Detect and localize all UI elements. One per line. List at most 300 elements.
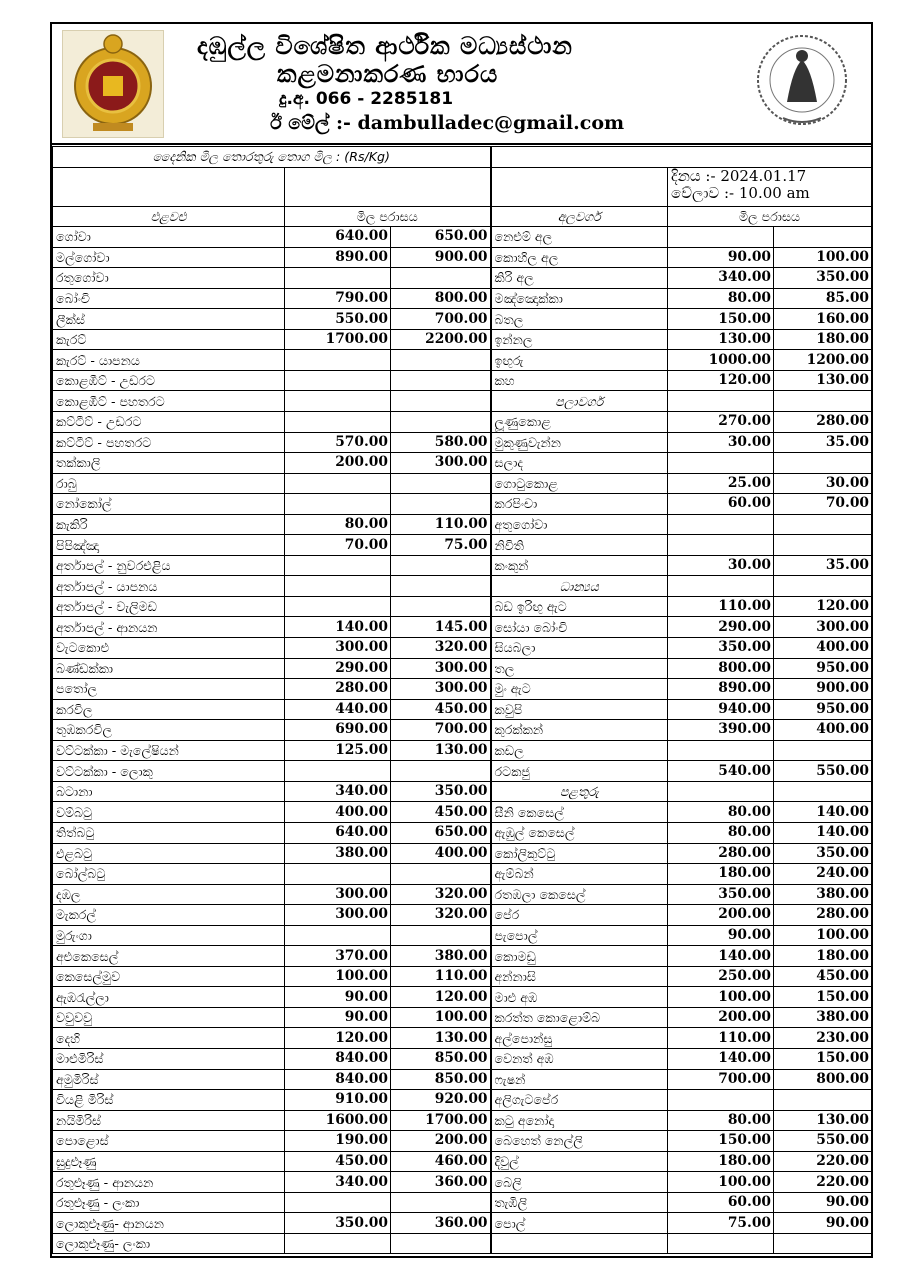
table-row (53, 370, 872, 391)
right-item-name: රතඹලා කෙසෙල් (491, 884, 668, 905)
left-max-price: 700.00 (391, 309, 491, 330)
table-row (53, 679, 872, 700)
table-row (53, 535, 872, 556)
right-max-price: 800.00 (774, 1069, 872, 1090)
left-item-name: නෝකෝල් (53, 494, 285, 515)
right-min-price: 350.00 (668, 884, 774, 905)
left-max-price: 300.00 (391, 658, 491, 679)
right-item-name: සෝයා බෝංචි (491, 617, 668, 638)
left-item-name: නයිමිරිස් (53, 1110, 285, 1131)
right-item-name: කඩල (491, 740, 668, 761)
right-min-price: 25.00 (668, 473, 774, 494)
left-max-price (391, 268, 491, 289)
left-min-price: 350.00 (285, 1213, 391, 1234)
left-item-name: බෝංචි (53, 288, 285, 309)
right-item-name: මුං ඇට (491, 679, 668, 700)
right-min-price: 90.00 (668, 925, 774, 946)
right-max-price: 400.00 (774, 720, 872, 741)
table-row (53, 1110, 872, 1131)
left-item-name: පිපිඤ්ඤා (53, 535, 285, 556)
right-min-price: 80.00 (668, 1110, 774, 1131)
right-min-price (668, 535, 774, 556)
left-max-price: 460.00 (391, 1151, 491, 1172)
right-min-price (668, 514, 774, 535)
left-max-price: 130.00 (391, 1028, 491, 1049)
right-max-price: 450.00 (774, 966, 872, 987)
left-item-name: දෙහි (53, 1028, 285, 1049)
left-item-name: කැරට් (53, 329, 285, 350)
left-item-name: අමුමිරිස් (53, 1069, 285, 1090)
right-min-price: 30.00 (668, 555, 774, 576)
left-max-price: 800.00 (391, 288, 491, 309)
right-max-price: 380.00 (774, 1007, 872, 1028)
right-item-name: අල්පොන්සු (491, 1028, 668, 1049)
table-row (53, 453, 872, 474)
vegetables-heading: එළවළු (53, 206, 285, 227)
notice-heading: දෛනික මිල තොරතුරු තොග මිල : (Rs/Kg) (53, 147, 491, 168)
right-min-price: 180.00 (668, 864, 774, 885)
right-min-price: 350.00 (668, 638, 774, 659)
left-min-price (285, 391, 391, 412)
right-min-price (668, 1233, 774, 1254)
right-max-price: 220.00 (774, 1151, 872, 1172)
left-min-price (285, 925, 391, 946)
left-item-name: වට්ටක්කා - ලොකු (53, 761, 285, 782)
right-min-price: 75.00 (668, 1213, 774, 1234)
right-empty-cell (668, 781, 774, 802)
right-min-price: 390.00 (668, 720, 774, 741)
left-min-price (285, 473, 391, 494)
right-item-name: බඩ ඉරිඟු ඇට (491, 596, 668, 617)
right-item-name: කොමඩු (491, 946, 668, 967)
right-category-heading: පලාවර්ග (491, 391, 668, 412)
right-max-price: 950.00 (774, 699, 872, 720)
table-row (53, 781, 872, 802)
left-item-name: එළබටු (53, 843, 285, 864)
right-min-price: 150.00 (668, 1131, 774, 1152)
left-max-price: 650.00 (391, 822, 491, 843)
right-max-price: 220.00 (774, 1172, 872, 1193)
left-min-price: 370.00 (285, 946, 391, 967)
table-row (53, 247, 872, 268)
table-row (53, 1151, 872, 1172)
right-max-price: 90.00 (774, 1213, 872, 1234)
right-item-name: අලිගැටපේර (491, 1090, 668, 1111)
left-item-name: වියළි මිරිස් (53, 1090, 285, 1111)
left-item-name: තුඹකරවිල (53, 720, 285, 741)
left-min-price: 300.00 (285, 905, 391, 926)
table-row (53, 227, 872, 248)
right-max-price: 90.00 (774, 1192, 872, 1213)
table-row (53, 268, 872, 289)
right-max-price: 130.00 (774, 370, 872, 391)
right-item-name: පොල් (491, 1213, 668, 1234)
left-min-price: 1700.00 (285, 329, 391, 350)
left-min-price (285, 596, 391, 617)
left-min-price: 80.00 (285, 514, 391, 535)
left-item-name: කරවිල (53, 699, 285, 720)
right-item-name: ඇම්බන් (491, 864, 668, 885)
left-min-price: 340.00 (285, 781, 391, 802)
left-item-name: ඇඹරැල්ලා (53, 987, 285, 1008)
table-row (53, 576, 872, 597)
left-max-price: 920.00 (391, 1090, 491, 1111)
right-min-price: 80.00 (668, 802, 774, 823)
left-item-name: කැකිරි (53, 514, 285, 535)
right-max-price: 1200.00 (774, 350, 872, 371)
left-max-price: 300.00 (391, 453, 491, 474)
right-category-heading: ධාන්‍යය (491, 576, 668, 597)
table-row (53, 638, 872, 659)
left-min-price: 200.00 (285, 453, 391, 474)
left-min-price: 450.00 (285, 1151, 391, 1172)
right-min-price: 540.00 (668, 761, 774, 782)
left-item-name: මාළුමිරිස් (53, 1048, 285, 1069)
right-min-price: 200.00 (668, 1007, 774, 1028)
table-row (53, 1048, 872, 1069)
left-min-price (285, 494, 391, 515)
table-row (53, 432, 872, 453)
left-item-name: පොළොස් (53, 1131, 285, 1152)
left-min-price: 640.00 (285, 822, 391, 843)
email-address: ඊ මේල් :- dambulladec@gmail.com (270, 112, 625, 134)
right-min-price: 100.00 (668, 1172, 774, 1193)
left-item-name: බටානා (53, 781, 285, 802)
right-min-price (668, 1090, 774, 1111)
left-max-price: 380.00 (391, 946, 491, 967)
left-min-price: 440.00 (285, 699, 391, 720)
right-category-heading: පළතුරු (491, 781, 668, 802)
left-min-price: 400.00 (285, 802, 391, 823)
left-item-name: වම්බටු (53, 802, 285, 823)
right-item-name: ඉන්නල (491, 329, 668, 350)
table-row (53, 966, 872, 987)
left-item-name: රතුගෝවා (53, 268, 285, 289)
right-max-price: 150.00 (774, 1048, 872, 1069)
left-min-price: 120.00 (285, 1028, 391, 1049)
left-min-price: 1600.00 (285, 1110, 391, 1131)
right-max-price: 180.00 (774, 946, 872, 967)
right-item-name (491, 1233, 668, 1254)
right-item-name: බෙලි (491, 1172, 668, 1193)
right-item-name: වෙනත් අඹ (491, 1048, 668, 1069)
left-max-price: 850.00 (391, 1048, 491, 1069)
right-empty-cell (774, 391, 872, 412)
right-item-name: කටු අනෝදා (491, 1110, 668, 1131)
right-item-name: ලූණුකොළ (491, 412, 668, 433)
right-item-name: අන්නාසි (491, 966, 668, 987)
right-empty-cell (774, 781, 872, 802)
left-max-price: 100.00 (391, 1007, 491, 1028)
left-item-name: අර්තාපල් - වැලිමඩ (53, 596, 285, 617)
right-item-name: දිවුල් (491, 1151, 668, 1172)
left-min-price (285, 1233, 391, 1254)
right-min-price: 140.00 (668, 1048, 774, 1069)
right-min-price: 80.00 (668, 822, 774, 843)
left-min-price: 640.00 (285, 227, 391, 248)
right-item-name: බෙහෙත් නෙල්ලි (491, 1131, 668, 1152)
right-max-price: 70.00 (774, 494, 872, 515)
right-item-name: නිවිති (491, 535, 668, 556)
table-row (53, 987, 872, 1008)
right-item-name: රටකජු (491, 761, 668, 782)
left-item-name: පතෝල (53, 679, 285, 700)
left-min-price: 90.00 (285, 987, 391, 1008)
left-item-name: ගෝවා (53, 227, 285, 248)
left-item-name: කෙසෙල්මුව (53, 966, 285, 987)
table-row (53, 288, 872, 309)
left-min-price (285, 350, 391, 371)
left-max-price: 400.00 (391, 843, 491, 864)
right-max-price: 300.00 (774, 617, 872, 638)
table-row (53, 1233, 872, 1254)
left-min-price: 570.00 (285, 432, 391, 453)
right-max-price: 140.00 (774, 822, 872, 843)
left-max-price: 120.00 (391, 987, 491, 1008)
right-max-price: 400.00 (774, 638, 872, 659)
table-row (53, 1069, 872, 1090)
left-min-price (285, 1192, 391, 1213)
table-row (53, 658, 872, 679)
left-item-name: අර්තාපල් - නුවරඑළිය (53, 555, 285, 576)
left-min-price: 840.00 (285, 1069, 391, 1090)
left-max-price: 350.00 (391, 781, 491, 802)
left-min-price: 340.00 (285, 1172, 391, 1193)
right-item-name: කවුපි (491, 699, 668, 720)
right-empty-cell (668, 576, 774, 597)
left-item-name: මල්ගෝවා (53, 247, 285, 268)
left-max-price: 320.00 (391, 884, 491, 905)
left-max-price (391, 350, 491, 371)
table-row (53, 1213, 872, 1234)
right-item-name: අතුගෝවා (491, 514, 668, 535)
right-min-price: 180.00 (668, 1151, 774, 1172)
table-row (53, 720, 872, 741)
left-item-name: ලොකුළූණු- ලංකා (53, 1233, 285, 1254)
right-min-price: 280.00 (668, 843, 774, 864)
right-max-price (774, 740, 872, 761)
left-max-price (391, 864, 491, 885)
time-label: වේලාව :- 10.00 am (671, 183, 810, 202)
right-max-price: 350.00 (774, 843, 872, 864)
left-max-price: 650.00 (391, 227, 491, 248)
left-min-price (285, 412, 391, 433)
right-max-price: 160.00 (774, 309, 872, 330)
right-max-price: 550.00 (774, 761, 872, 782)
left-min-price (285, 555, 391, 576)
price-table (52, 146, 872, 1254)
left-item-name: කට්ටීට් - උඩරට (53, 412, 285, 433)
left-item-name: දඹල (53, 884, 285, 905)
right-min-price (668, 453, 774, 474)
left-min-price: 300.00 (285, 638, 391, 659)
right-item-name: සියබලා (491, 638, 668, 659)
table-row (53, 617, 872, 638)
table-row (53, 761, 872, 782)
left-max-price: 2200.00 (391, 329, 491, 350)
right-item-name: කිරි අල (491, 268, 668, 289)
left-max-price: 580.00 (391, 432, 491, 453)
letterhead (52, 24, 871, 145)
left-item-name: තක්කාලි (53, 453, 285, 474)
left-min-price: 125.00 (285, 740, 391, 761)
left-item-name: මැකරල් (53, 905, 285, 926)
right-item-name: ඉඟුරු (491, 350, 668, 371)
table-row (53, 864, 872, 885)
sri-lanka-emblem-icon (62, 30, 164, 138)
right-item-name: ෆැෂන් (491, 1069, 668, 1090)
right-empty-cell (774, 576, 872, 597)
right-item-name: තල (491, 658, 668, 679)
left-item-name: තිත්බටු (53, 822, 285, 843)
right-min-price: 30.00 (668, 432, 774, 453)
right-min-price: 890.00 (668, 679, 774, 700)
table-row (53, 412, 872, 433)
table-row (53, 925, 872, 946)
left-item-name: බණ්ඩක්කා (53, 658, 285, 679)
right-max-price (774, 227, 872, 248)
right-item-name: නෙළුම් අල (491, 227, 668, 248)
right-max-price: 230.00 (774, 1028, 872, 1049)
right-min-price: 60.00 (668, 1192, 774, 1213)
left-max-price: 360.00 (391, 1213, 491, 1234)
organization-subtitle: කළමනාකරණ භාරය (277, 60, 499, 88)
right-max-price: 120.00 (774, 596, 872, 617)
right-item-name: බතල (491, 309, 668, 330)
right-item-name: පැපොල් (491, 925, 668, 946)
right-item-name: කංකුන් (491, 555, 668, 576)
left-min-price (285, 576, 391, 597)
left-max-price: 320.00 (391, 905, 491, 926)
right-max-price: 85.00 (774, 288, 872, 309)
right-max-price (774, 1233, 872, 1254)
right-min-price (668, 227, 774, 248)
right-max-price: 280.00 (774, 905, 872, 926)
left-max-price (391, 596, 491, 617)
table-row (53, 1172, 872, 1193)
right-item-name: මුකුණුවැන්න (491, 432, 668, 453)
table-row (53, 946, 872, 967)
left-max-price (391, 370, 491, 391)
table-row (53, 555, 872, 576)
right-max-price: 550.00 (774, 1131, 872, 1152)
right-min-price (668, 740, 774, 761)
left-max-price: 300.00 (391, 679, 491, 700)
left-max-price (391, 494, 491, 515)
left-item-name: රතුළූණු - ලංකා (53, 1192, 285, 1213)
right-max-price: 35.00 (774, 432, 872, 453)
left-item-name: ලීක්ස් (53, 309, 285, 330)
left-item-name: කැරට් - යාපනය (53, 350, 285, 371)
left-max-price: 110.00 (391, 514, 491, 535)
right-min-price: 940.00 (668, 699, 774, 720)
right-min-price: 100.00 (668, 987, 774, 1008)
left-item-name: ලොකුළූණු- ආනයන (53, 1213, 285, 1234)
right-max-price: 950.00 (774, 658, 872, 679)
left-max-price (391, 1233, 491, 1254)
left-item-name: අර්තාපල් - යාපනය (53, 576, 285, 597)
left-item-name: මුරුංගා (53, 925, 285, 946)
right-item-name: කරපිංචා (491, 494, 668, 515)
left-max-price: 450.00 (391, 802, 491, 823)
left-max-price: 130.00 (391, 740, 491, 761)
right-min-price: 80.00 (668, 288, 774, 309)
right-max-price: 280.00 (774, 412, 872, 433)
left-max-price: 900.00 (391, 247, 491, 268)
left-max-price (391, 1192, 491, 1213)
right-item-name: කෝලිකුට්ටු (491, 843, 668, 864)
right-max-price: 150.00 (774, 987, 872, 1008)
table-row (53, 884, 872, 905)
left-max-price: 320.00 (391, 638, 491, 659)
left-item-name: වවුවවු (53, 1007, 285, 1028)
right-max-price (774, 535, 872, 556)
right-item-name: කුරක්කන් (491, 720, 668, 741)
right-item-name: පේර (491, 905, 668, 926)
left-min-price: 70.00 (285, 535, 391, 556)
table-row (53, 494, 872, 515)
left-max-price (391, 555, 491, 576)
table-row (53, 822, 872, 843)
right-max-price: 350.00 (774, 268, 872, 289)
left-min-price: 280.00 (285, 679, 391, 700)
right-min-price: 270.00 (668, 412, 774, 433)
right-min-price: 110.00 (668, 1028, 774, 1049)
right-item-name: කහ (491, 370, 668, 391)
left-min-price: 140.00 (285, 617, 391, 638)
left-min-price: 790.00 (285, 288, 391, 309)
left-max-price: 110.00 (391, 966, 491, 987)
table-row (53, 1131, 872, 1152)
table-row (53, 740, 872, 761)
left-min-price (285, 370, 391, 391)
table-row (53, 329, 872, 350)
date-time-block (668, 167, 872, 206)
right-min-price: 60.00 (668, 494, 774, 515)
right-item-name: කොහිල අල (491, 247, 668, 268)
right-item-name: සලාද (491, 453, 668, 474)
right-max-price (774, 453, 872, 474)
left-min-price: 380.00 (285, 843, 391, 864)
right-item-name: සීනි කෙසෙල් (491, 802, 668, 823)
table-row (53, 905, 872, 926)
right-max-price: 180.00 (774, 329, 872, 350)
left-max-price: 75.00 (391, 535, 491, 556)
left-max-price: 200.00 (391, 1131, 491, 1152)
right-min-price: 140.00 (668, 946, 774, 967)
left-max-price (391, 576, 491, 597)
left-item-name: කොළඹීට් - උඩරට (53, 370, 285, 391)
yams-heading: අලවර්ග (491, 206, 668, 227)
left-min-price: 840.00 (285, 1048, 391, 1069)
right-item-name: තැඹිලි (491, 1192, 668, 1213)
price-sheet (50, 22, 873, 1258)
left-max-price (391, 925, 491, 946)
organization-title: දඹුල්ල විශේෂිත ආර්ථික මධ්‍යස්ථාන (197, 32, 573, 60)
date-label: දිනය :- 2024.01.17 (671, 167, 807, 185)
right-max-price (774, 514, 872, 535)
table-row (53, 699, 872, 720)
left-min-price (285, 268, 391, 289)
left-min-price: 910.00 (285, 1090, 391, 1111)
left-item-name: කොළඹීට් - පහතරට (53, 391, 285, 412)
left-item-name: කට්ටීට් - පහතරට (53, 432, 285, 453)
left-min-price: 190.00 (285, 1131, 391, 1152)
left-max-price (391, 761, 491, 782)
right-max-price: 130.00 (774, 1110, 872, 1131)
right-max-price: 100.00 (774, 925, 872, 946)
left-min-price (285, 761, 391, 782)
